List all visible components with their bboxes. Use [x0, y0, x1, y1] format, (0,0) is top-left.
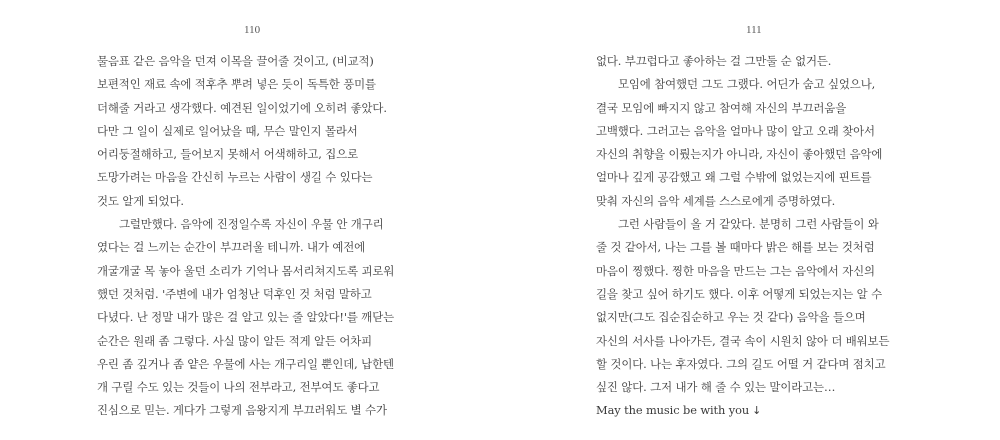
text-line: 그럴만했다. 음악에 진정일수록 자신이 우물 안 개구리: [119, 217, 384, 232]
text-line: 개굴개굴 목 놓아 울던 소리가 기억나 몸서리쳐지도록 괴로워: [97, 263, 395, 278]
text-line: 였다는 걸 느끼는 순간이 부끄러울 테니까. 내가 예전에: [97, 240, 366, 255]
text-line: 싶진 않다. 그저 내가 해 줄 수 있는 말이라고는…: [596, 380, 836, 395]
text-line: 길을 찾고 싶어 하기도 했다. 이후 어떻게 되었는지는 알 수: [596, 286, 882, 301]
text-line: 개 구릴 수도 있는 것들이 나의 전부라고, 전부여도 좋다고: [97, 380, 380, 395]
text-line: 맞춰 자신의 음악 세계를 스스로에게 증명하였다.: [596, 193, 836, 208]
text-line: 것도 알게 되었다.: [97, 193, 184, 208]
right-page-text: [596, 50, 916, 423]
closing-text: May the music be with you: [596, 403, 750, 418]
text-line: 없다. 부끄럽다고 좋아하는 걸 그만둘 순 없거든.: [596, 54, 832, 68]
text-line: 다만 그 일이 실제로 일어났을 때, 무슨 말인지 몰라서: [97, 123, 358, 138]
text-line: 순간은 원래 좀 그렇다. 사실 많이 알든 적게 알든 어차피: [97, 333, 373, 348]
arrow-down-icon: ↓: [752, 404, 762, 418]
left-page-text: [97, 50, 417, 423]
text-line: 물음표 같은 음악을 던져 이목을 끌어줄 것이고, (비교적): [97, 54, 374, 68]
text-line: 할 것이다. 나는 후자였다. 그의 길도 어떨 거 같다며 점치고: [596, 356, 886, 371]
text-line: 자신의 취향을 이뤘는지가 아니라, 자신이 좋아했던 음악에: [596, 147, 883, 162]
text-line: 했던 것처럼. '주변에 내가 엄청난 덕후인 것 처럼 말하고: [97, 286, 372, 301]
page-number-left: 110: [244, 24, 261, 36]
text-line: 진심으로 믿는. 게다가 그렇게 음왕지게 부끄러워도 별 수가: [97, 403, 387, 418]
text-line: 얼마나 깊게 공감했고 왜 그럴 수밖에 없었는지에 핀트를: [596, 170, 872, 185]
text-line: 우린 좀 깊거나 좀 얕은 우물에 사는 개구리일 뿐인데, 납한텐: [97, 356, 394, 371]
text-line: 모임에 참여했던 그도 그랬다. 어딘가 숨고 싶었으나,: [618, 77, 876, 92]
text-line: 어리둥절해하고, 들어보지 못해서 어색해하고, 집으로: [97, 147, 358, 162]
text-line: 줄 것 같아서, 나는 그를 볼 때마다 밝은 해를 보는 것처럼: [596, 240, 875, 255]
text-line: 없지만(그도 집순집순하고 우는 것 같다) 음악을 들으며: [596, 310, 866, 325]
text-line: 도망가려는 마음을 간신히 누르는 사람이 생길 수 있다는: [97, 170, 373, 185]
text-line: 그런 사람들이 올 거 같았다. 분명히 그런 사람들이 와: [618, 217, 879, 232]
text-line: 자신의 서사를 나아가든, 결국 속이 시원치 않아 더 배워보든: [596, 333, 890, 348]
text-line: 보편적인 재료 속에 적후추 뿌려 넣은 듯이 독특한 풍미를: [97, 77, 376, 92]
text-line: 고백했다. 그러고는 음악을 얼마나 많이 알고 오래 찾아서: [596, 123, 875, 138]
text-line: 더해줄 거라고 생각했다. 예견된 일이었기에 오히려 좋았다.: [97, 100, 387, 115]
closing-line: [596, 399, 916, 422]
text-line: 결국 모임에 빠지지 않고 참여해 자신의 부끄러움을: [596, 100, 847, 115]
page-number-right: 111: [746, 24, 762, 36]
text-line: 마음이 찡했다. 찡한 마음을 만드는 그는 음악에서 자신의: [596, 263, 875, 278]
text-line: 다녔다. 난 정말 내가 많은 걸 알고 있는 줄 알았다!'를 깨닫는: [97, 310, 395, 325]
